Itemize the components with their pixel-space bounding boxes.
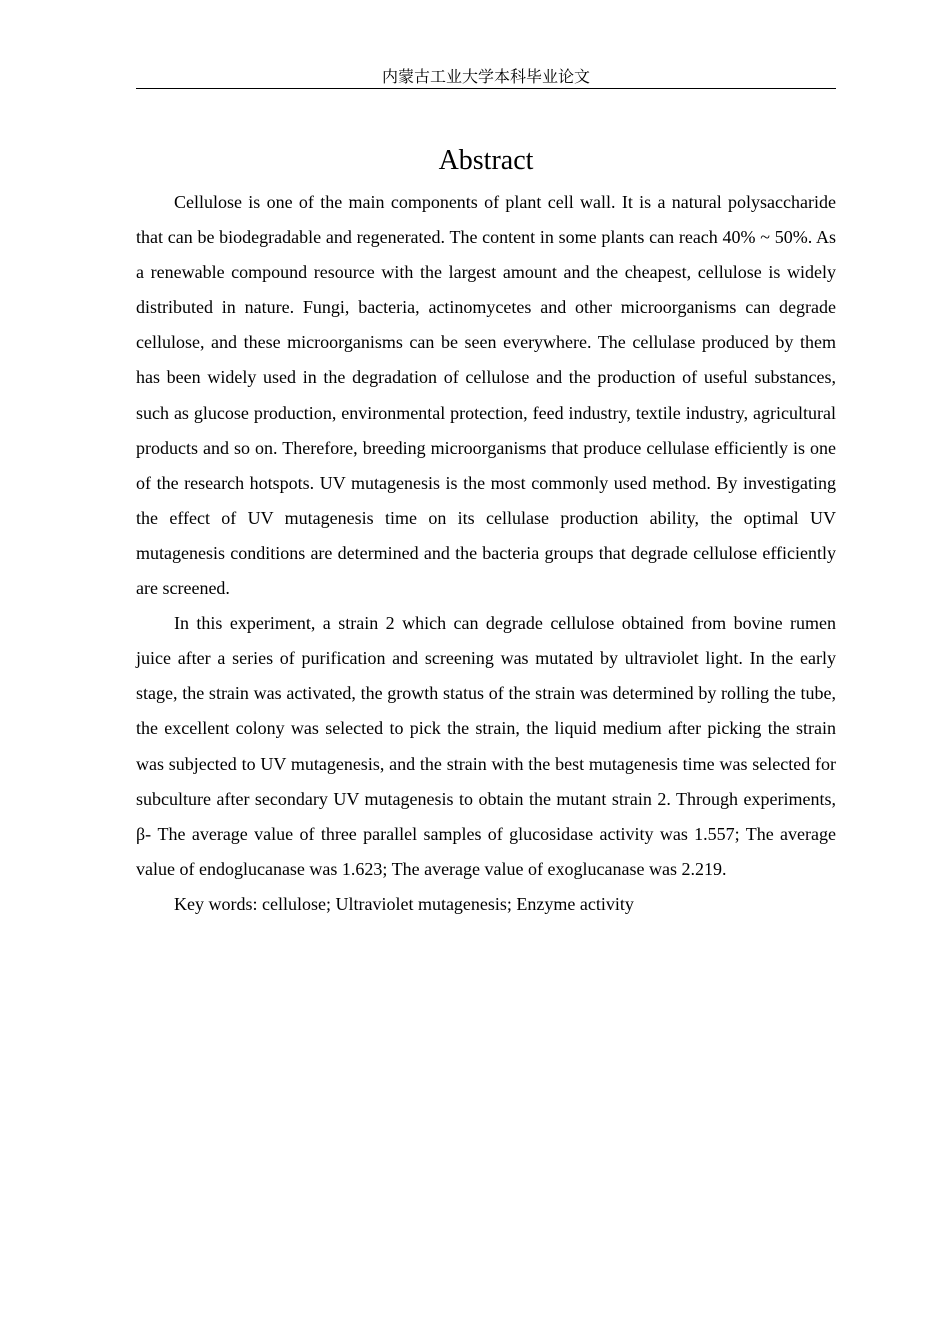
abstract-body	[136, 185, 836, 922]
keywords-line: Key words: cellulose; Ultraviolet mutagenesis; Enzyme activity	[174, 893, 634, 914]
abstract-paragraph-2: In this experiment, a strain 2 which can degrade cellulose obtained from bovine rumen juice after a series of purification and screening was mutated by ultraviolet light. In the early stage, the strain was activated, the growth status of the strain was determined by rolling the tube, the excellent colony was selected to pick the strain, the liquid medium after picking the strain was subjected to UV mutagenesis, and the strain with the best mutagenesis time was selected for subculture after secondary UV mutagenesis to obtain the mutant strain 2. Through experiments, β- The average value of three parallel samples of glucosidase activity was 1.557; The average value of endoglucanase was 1.623; The average value of exoglucanase was 2.219.	[136, 613, 836, 879]
abstract-paragraph-1: Cellulose is one of the main components of plant cell wall. It is a natural polysaccharide that can be biodegradable and regenerated. The content in some plants can reach 40% ~ 50%. As a renewable compound resource with the largest amount and the cheapest, cellulose is widely distributed in nature. Fungi, bacteria, actinomycetes and other microorganisms can degrade cellulose, and these microorganisms can be seen everywhere. The cellulase produced by them has been widely used in the degradation of cellulose and the production of useful substances, such as glucose production, environmental protection, feed industry, textile industry, agricultural products and so on. Therefore, breeding microorganisms that produce cellulase efficiently is one of the research hotspots. UV mutagenesis is the most commonly used method. By investigating the effect of UV mutagenesis time on its cellulase production ability, the optimal UV mutagenesis conditions are determined and the bacteria groups that degrade cellulose efficiently are screened.	[136, 192, 836, 599]
abstract-title: Abstract	[438, 145, 534, 176]
page-header: 内蒙古工业大学本科毕业论文	[136, 66, 836, 89]
